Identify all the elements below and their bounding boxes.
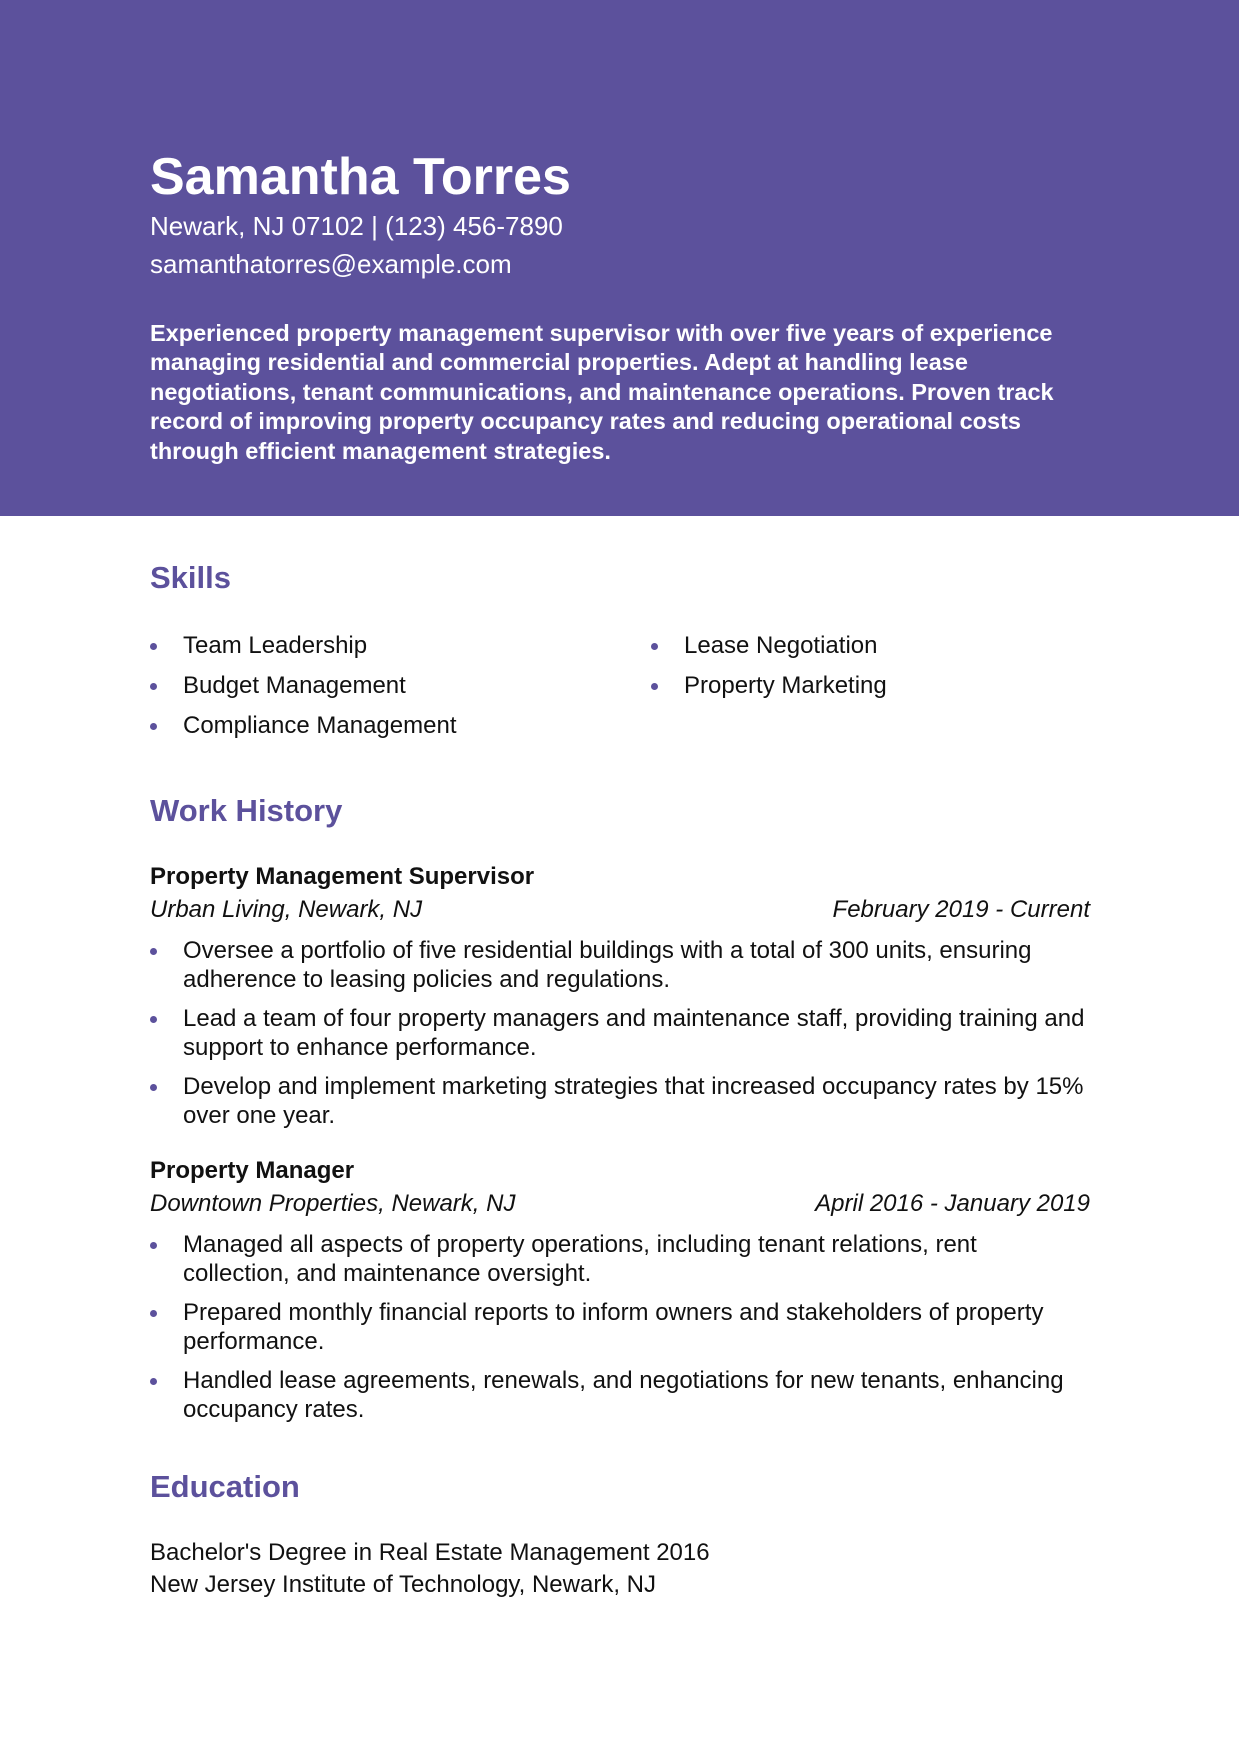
job-bullet — [150, 936, 1090, 994]
skill-label: Compliance Management — [183, 712, 457, 739]
header-banner — [0, 0, 1239, 516]
job-dates: April 2016 - January 2019 — [815, 1190, 1090, 1217]
job-bullets — [150, 1230, 1090, 1424]
job-company: Urban Living, Newark, NJ — [150, 896, 423, 923]
education-degree: Bachelor's Degree in Real Estate Management 2016 — [150, 1539, 710, 1566]
skill-item — [651, 631, 1101, 660]
job-bullet — [150, 1366, 1090, 1424]
skills-column-2 — [651, 631, 1101, 711]
job-bullet — [150, 1230, 1090, 1288]
bullet-dot-icon — [651, 643, 658, 650]
job-dates: February 2019 - Current — [832, 896, 1090, 923]
job-entry — [150, 862, 1090, 1140]
email-address: samanthatorres@example.com — [150, 249, 512, 279]
bullet-dot-icon — [150, 643, 157, 650]
job-meta — [150, 894, 1090, 926]
job-title: Property Management Supervisor — [150, 863, 535, 890]
skill-item — [150, 711, 620, 740]
bullet-dot-icon — [150, 683, 157, 690]
bullet-dot-icon — [150, 1310, 157, 1317]
skill-item — [651, 671, 1101, 700]
job-bullet-text: Develop and implement marketing strategies that increased occupancy rates by 15% over one year. — [183, 1073, 1084, 1129]
job-bullet — [150, 1072, 1090, 1130]
job-bullet-text: Oversee a portfolio of five residential buildings with a total of 300 units, ensuring adherence to leasing policies and regulations. — [183, 937, 1032, 993]
bullet-dot-icon — [150, 1242, 157, 1249]
bullet-dot-icon — [150, 1084, 157, 1091]
skill-label: Lease Negotiation — [684, 632, 878, 659]
job-bullet-text: Prepared monthly financial reports to inform owners and stakeholders of property performance. — [183, 1299, 1044, 1355]
job-bullet — [150, 1298, 1090, 1356]
bullet-dot-icon — [150, 948, 157, 955]
education-entry — [150, 1537, 710, 1601]
education-heading: Education — [150, 1469, 300, 1504]
skills-column-1 — [150, 631, 620, 751]
bullet-dot-icon — [150, 1378, 157, 1385]
skill-item — [150, 671, 620, 700]
bullet-dot-icon — [150, 1016, 157, 1023]
job-meta — [150, 1188, 1090, 1220]
job-bullet-text: Lead a team of four property managers and maintenance staff, providing training and support to enhance performance. — [183, 1005, 1085, 1061]
candidate-name: Samantha Torres — [150, 148, 571, 206]
skills-heading: Skills — [150, 560, 231, 595]
skill-label: Property Marketing — [684, 672, 887, 699]
job-title: Property Manager — [150, 1157, 355, 1184]
bullet-dot-icon — [150, 723, 157, 730]
job-bullet-text: Handled lease agreements, renewals, and negotiations for new tenants, enhancing occupancy rates. — [183, 1367, 1064, 1423]
job-entry — [150, 1156, 1090, 1434]
job-bullets — [150, 936, 1090, 1130]
job-company: Downtown Properties, Newark, NJ — [150, 1190, 516, 1217]
job-bullet-text: Managed all aspects of property operations, including tenant relations, rent collection, and maintenance oversight. — [183, 1231, 977, 1287]
skill-label: Team Leadership — [183, 632, 368, 659]
education-school: New Jersey Institute of Technology, Newark, NJ — [150, 1571, 656, 1598]
location-phone: Newark, NJ 07102 | (123) 456-7890 — [150, 211, 563, 241]
job-bullet — [150, 1004, 1090, 1062]
bullet-dot-icon — [651, 683, 658, 690]
work-history-heading: Work History — [150, 793, 343, 828]
skill-item — [150, 631, 620, 660]
professional-summary: Experienced property management supervisor with over five years of experience managing residential and commercial properties. Adept at handling lease negotiations, tenant communications, and maintenance operations. Proven track record of improving property occupancy rates and reducing operational costs through efficient management strategies. — [150, 320, 1054, 464]
skill-label: Budget Management — [183, 672, 406, 699]
